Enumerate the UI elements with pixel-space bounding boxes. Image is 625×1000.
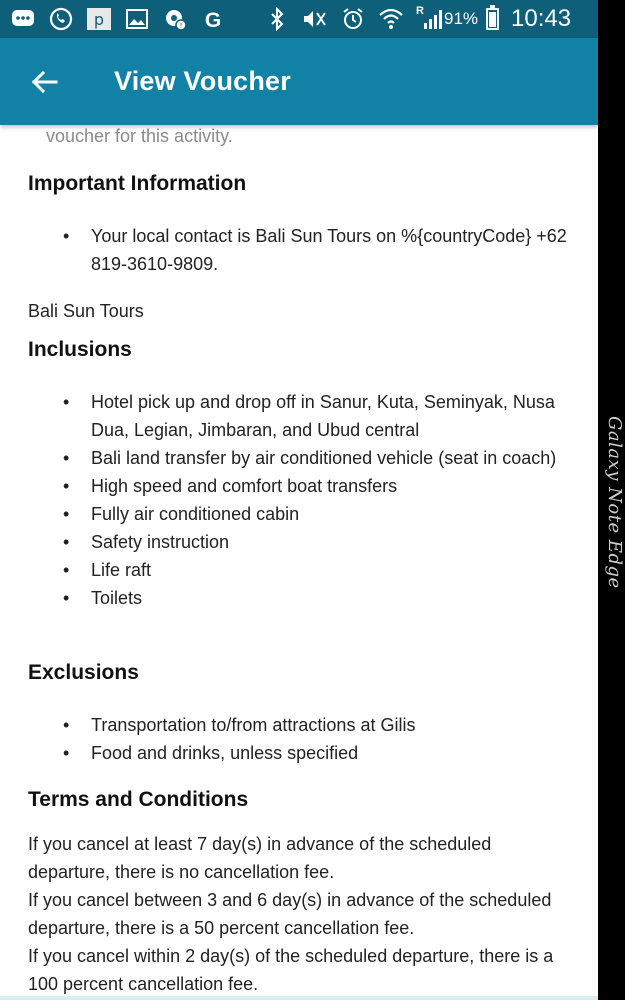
svg-text:!: ! — [179, 22, 183, 30]
battery-fill — [489, 12, 496, 27]
status-right — [444, 5, 615, 33]
terms-line: If you cancel at least 7 day(s) in advance of the scheduled departure, there is no cancellation fee. — [28, 834, 492, 882]
list-item: • Safety instruction — [63, 528, 573, 556]
inclusions-heading: Inclusions — [28, 338, 132, 361]
bottom-divider — [0, 996, 598, 1000]
arrow-left-icon — [30, 70, 58, 94]
operator-name: Bali Sun Tours — [28, 301, 144, 321]
bluetooth-icon — [264, 7, 290, 31]
edge-screen — [598, 0, 625, 1000]
notification-icons — [0, 7, 444, 31]
exclusions-list — [63, 711, 573, 767]
important-info-heading: Important Information — [28, 172, 247, 195]
battery-icon — [486, 8, 499, 30]
list-item: • High speed and comfort boat transfers — [63, 472, 573, 500]
p-app-icon — [86, 7, 112, 31]
app-bar — [0, 38, 598, 125]
page-title: View Voucher — [114, 66, 291, 96]
terms-heading: Terms and Conditions — [28, 788, 249, 811]
truncated-text: voucher for this activity. — [46, 126, 233, 146]
mute-icon — [302, 7, 328, 31]
list-item: • Toilets — [63, 584, 573, 612]
list-item: • Your local contact is Bali Sun Tours on %{countryCode} +62 819-3610-9809. — [63, 222, 573, 278]
list-item: • Life raft — [63, 556, 573, 584]
list-item: • Food and drinks, unless specified — [63, 739, 573, 767]
battery-percent: 91% — [444, 9, 479, 28]
device-label: Galaxy Note Edge — [604, 416, 625, 589]
settings-badge-icon — [162, 7, 188, 31]
roaming-indicator: R — [416, 5, 424, 17]
signal-icon — [416, 7, 444, 31]
google-icon — [200, 7, 226, 31]
inclusions-list — [63, 388, 573, 612]
clock: 10:43 — [511, 5, 572, 32]
list-item: • Bali land transfer by air conditioned vehicle (seat in coach) — [63, 444, 573, 472]
list-item: • Hotel pick up and drop off in Sanur, Kuta, Seminyak, Nusa Dua, Legian, Jimbaran, and Ubud central — [63, 388, 573, 444]
terms-line: If you cancel within 2 day(s) of the scheduled departure, there is a 100 percent cancellation fee. — [28, 946, 554, 994]
wifi-icon — [378, 7, 404, 31]
svg-text:p: p — [93, 10, 105, 29]
gallery-icon — [124, 7, 150, 31]
back-button[interactable] — [20, 58, 68, 106]
important-info-list — [63, 222, 573, 278]
status-bar — [0, 0, 598, 38]
list-item: • Transportation to/from attractions at Gilis — [63, 711, 573, 739]
whatsapp-icon — [48, 7, 74, 31]
chat-bubble-icon — [10, 7, 36, 31]
terms-line: If you cancel between 3 and 6 day(s) in advance of the scheduled departure, there is a 50 percent cancellation fee. — [28, 890, 552, 938]
terms-text — [28, 830, 576, 998]
list-item: • Fully air conditioned cabin — [63, 500, 573, 528]
exclusions-heading: Exclusions — [28, 661, 139, 684]
alarm-icon — [340, 7, 366, 31]
svg-text:G: G — [204, 9, 222, 31]
